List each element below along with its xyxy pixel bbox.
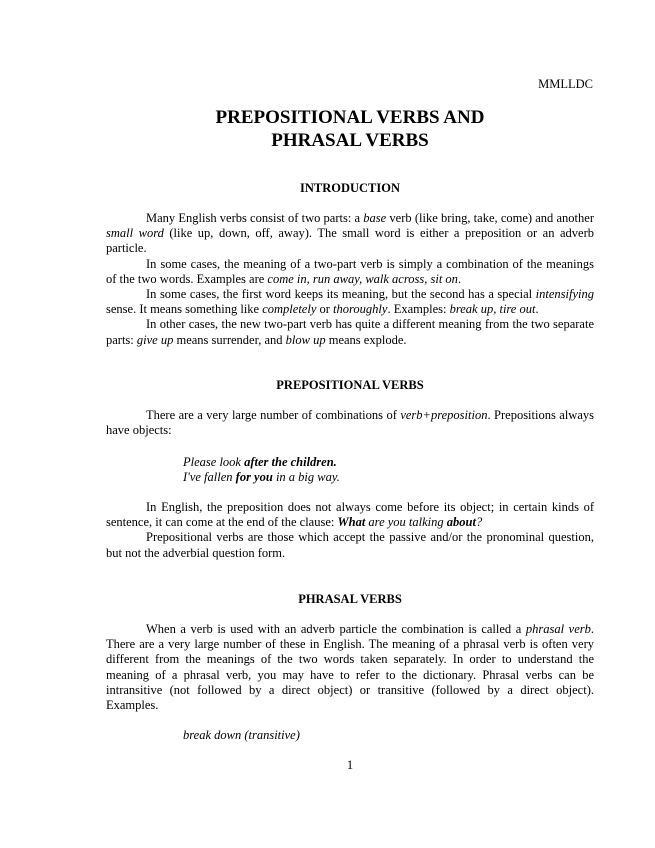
prepositional-intro <box>106 408 594 438</box>
introduction-heading: INTRODUCTION <box>299 181 400 195</box>
prepositional-verbs-heading: PREPOSITIONAL VERBS <box>276 378 424 392</box>
page-number: 1 <box>346 758 354 772</box>
intro-paragraph-1: Many English verbs consist of two parts: a base verb (like bring, take, come) and another small word (like up, down, off, away). The small word is either a preposition or an adverb particle. <box>106 211 595 256</box>
prep-example-2: I've fallen for you in a big way. <box>183 470 340 485</box>
phrasal-paragraph-1: When a verb is used with an adverb particle the combination is called a phrasal verb. There are a very large number of these in English. The meaning of a phrasal verb is often very different from the meanings of the two words taken separately. In order to understand the meaning of a phrasal verb, you may have to refer to the dictionary. Phrasal verbs can be intransitive (not followed by a direct object) or transitive (followed by a direct object). Examples. <box>106 622 594 713</box>
intro-paragraph-2: In some cases, the meaning of a two-part verb is simply a combination of the meanings of the two words. Examples are come in, run away, walk across, sit on. <box>106 256 594 286</box>
prep-paragraph-1: There are a very large number of combinations of verb+preposition. Prepositions always have objects: <box>106 408 594 438</box>
introduction-section <box>106 211 594 348</box>
page-title <box>0 106 655 152</box>
title-line-2: PHRASAL VERBS <box>271 130 429 151</box>
prepositional-body <box>106 500 594 561</box>
prepositional-examples <box>183 455 340 485</box>
phrasal-verbs-heading: PHRASAL VERBS <box>298 592 402 606</box>
prep-paragraph-2: In English, the preposition does not always come before its object; in certain kinds of sentence, it can come at the end of the clause: What are you talking about? <box>106 500 594 530</box>
phrasal-examples <box>183 728 300 743</box>
prep-example-1: Please look after the children. <box>183 455 337 469</box>
intro-paragraph-3: In some cases, the first word keeps its meaning, but the second has a special intensifying sense. It means something like completely or thoroughly. Examples: break up, tire out. <box>106 287 594 317</box>
document-code: MMLLDC <box>538 77 593 91</box>
prep-paragraph-3: Prepositional verbs are those which accept the passive and/or the pronominal question, but not the adverbial question form. <box>106 530 594 560</box>
phrasal-section <box>106 622 594 713</box>
phrasal-example-1: break down (transitive) <box>183 728 300 742</box>
title-line-1: PREPOSITIONAL VERBS AND <box>215 107 485 128</box>
intro-paragraph-4: In other cases, the new two-part verb has quite a different meaning from the two separate parts: give up means surrender, and blow up means explode. <box>106 317 594 347</box>
